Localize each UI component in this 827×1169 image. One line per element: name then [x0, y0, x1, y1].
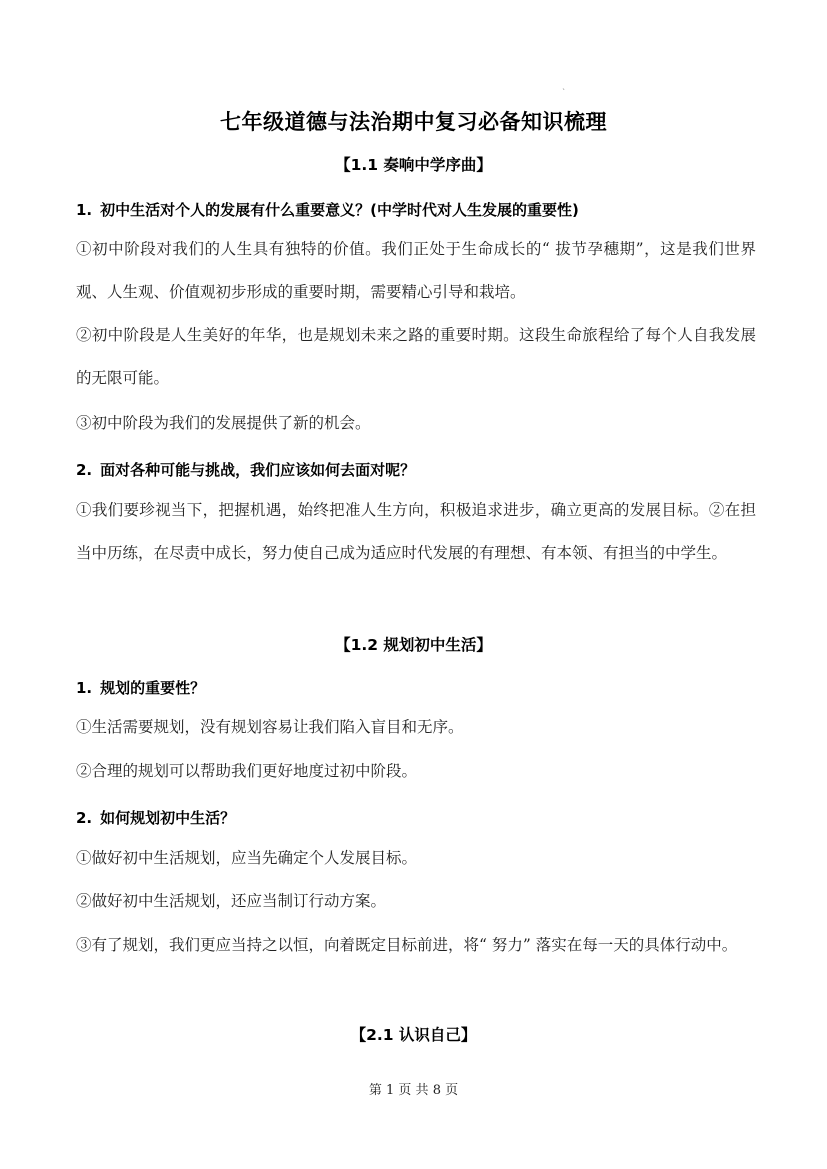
question-heading [76, 807, 756, 828]
question-heading [76, 459, 756, 480]
question-heading [76, 677, 756, 698]
section-heading-2-1: 【2.1 认识自己】 [350, 1026, 477, 1044]
answer-paragraph: ②做好初中生活规划，还应当制订行动方案。 [76, 892, 387, 910]
section-heading-1-2: 【1.2 规划初中生活】 [335, 636, 492, 654]
answer-paragraph: ②合理的规划可以帮助我们更好地度过初中阶段。 [76, 762, 418, 780]
section-heading-1-1: 【1.1 奏响中学序曲】 [335, 156, 492, 174]
question-number: 1. [76, 201, 93, 219]
answer-paragraph: ③初中阶段为我们的发展提供了新的机会。 [76, 414, 371, 432]
answer-paragraph: ①做好初中生活规划，应当先确定个人发展目标。 [76, 849, 418, 867]
stray-mark: ` [562, 88, 566, 97]
question-number: 2. [76, 809, 93, 827]
question-text: 初中生活对个人的发展有什么重要意义？(中学时代对人生发展的重要性) [100, 201, 579, 219]
question-number: 2. [76, 461, 93, 479]
answer-paragraph: ①生活需要规划，没有规划容易让我们陷入盲目和无序。 [76, 718, 464, 736]
answer-paragraph: ①我们要珍视当下，把握机遇，始终把准人生方向，积极追求进步，确立更高的发展目标。②在担当中历练，在尽责中成长，努力使自己成为适应时代发展的有理想、有本领、有担当的中学生。 [76, 501, 756, 562]
question-number: 1. [76, 679, 93, 697]
page-footer: 第 1 页 共 8 页 [368, 1083, 459, 1098]
question-text: 面对各种可能与挑战，我们应该如何去面对呢？ [100, 461, 416, 479]
answer-paragraph: ②初中阶段是人生美好的年华，也是规划未来之路的重要时期。这段生命旅程给了每个人自我发展的无限可能。 [76, 326, 756, 387]
question-heading [76, 199, 756, 220]
question-text: 规划的重要性？ [100, 679, 206, 697]
question-text: 如何规划初中生活？ [100, 809, 236, 827]
answer-paragraph: ①初中阶段对我们的人生具有独特的价值。我们正处于生命成长的“ 拔节孕穗期”，这是我们世界观、人生观、价值观初步形成的重要时期，需要精心引导和栽培。 [76, 240, 756, 301]
document-title: 七年级道德与法治期中复习必备知识梳理 [220, 110, 607, 134]
answer-paragraph: ③有了规划，我们更应当持之以恒，向着既定目标前进，将“ 努力” 落实在每一天的具体行动中。 [76, 936, 738, 954]
